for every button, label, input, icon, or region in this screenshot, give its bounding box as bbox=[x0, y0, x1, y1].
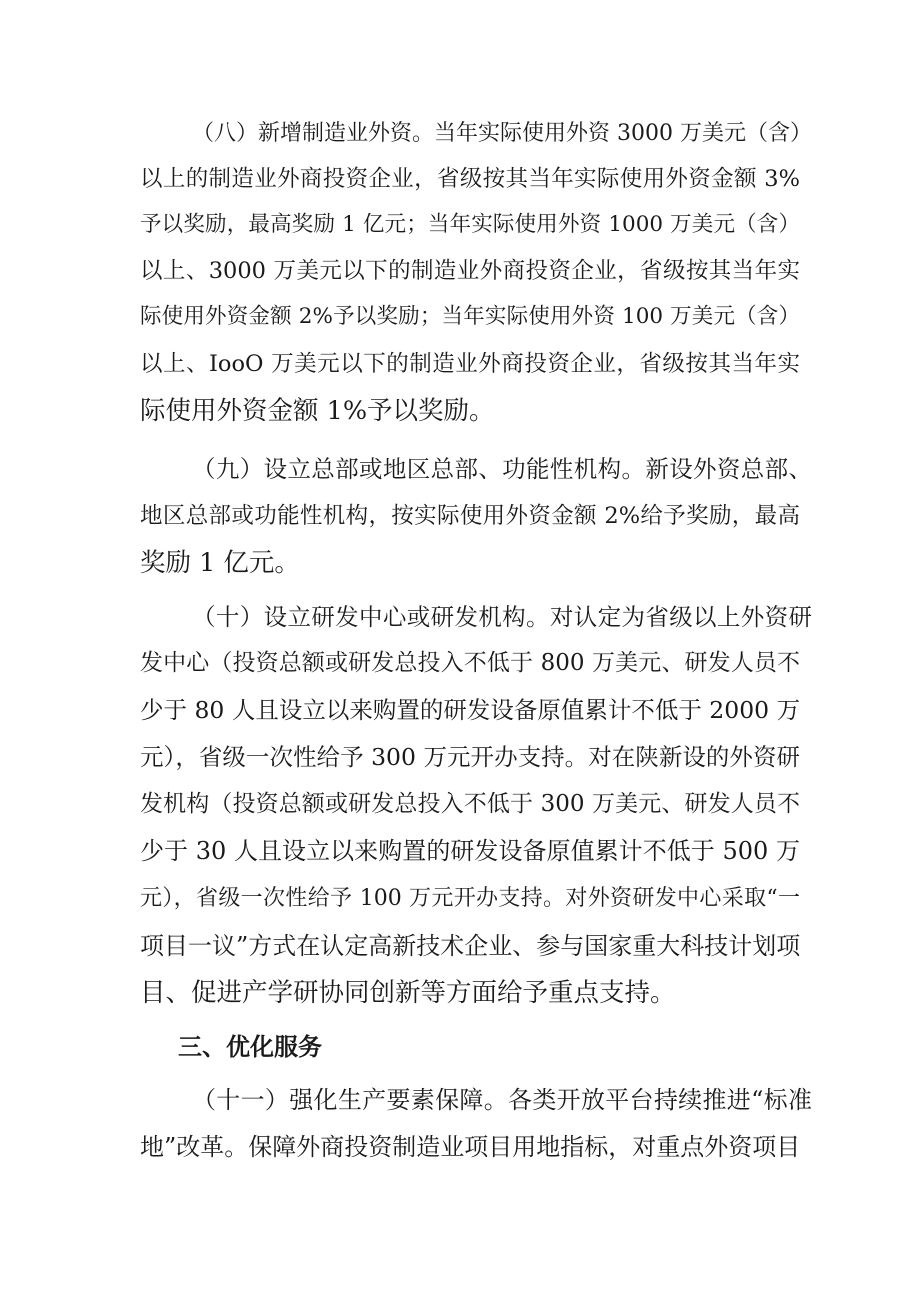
paragraph-8-line-2: 以上的制造业外商投资企业，省级按其当年实际使用外资金额 3% bbox=[140, 166, 800, 192]
paragraph-8-line-3: 予以奖励，最高奖励 1 亿元；当年实际使用外资 1000 万美元（含） bbox=[140, 212, 800, 237]
paragraph-10-line-6: 少于 30 人且设立以来购置的研发设备原值累计不低于 500 万 bbox=[140, 837, 800, 865]
paragraph-9-line-1: （九）设立总部或地区总部、功能性机构。新设外资总部、 bbox=[192, 455, 812, 483]
paragraph-9-line-3: 奖励 1 亿元。 bbox=[140, 548, 300, 578]
paragraph-8-line-6: 以上、IooO 万美元以下的制造业外商投资企业，省级按其当年实 bbox=[140, 351, 800, 377]
paragraph-8-line-1: （八）新增制造业外资。当年实际使用外资 3000 万美元（含） bbox=[192, 121, 812, 146]
paragraph-10-line-8: 项目一议”方式在认定高新技术企业、参与国家重大科技计划项 bbox=[140, 932, 801, 960]
paragraph-8-line-5: 际使用外资金额 2%予以奖励；当年实际使用外资 100 万美元（含） bbox=[140, 304, 800, 329]
paragraph-10-line-7: 元），省级一次性给予 100 万元开办支持。对外资研发中心采取“一 bbox=[140, 886, 800, 911]
paragraph-8-line-7: 际使用外资金额 1%予以奖励。 bbox=[140, 396, 495, 426]
paragraph-8-line-4: 以上、3000 万美元以下的制造业外商投资企业，省级按其当年实 bbox=[140, 258, 800, 284]
paragraph-9-line-2: 地区总部或功能性机构，按实际使用外资金额 2%给予奖励，最高 bbox=[140, 503, 800, 529]
paragraph-10-line-4: 元），省级一次性给予 300 万元开办支持。对在陕新设的外资研 bbox=[140, 743, 800, 771]
paragraph-10-line-1: （十）设立研发中心或研发机构。对认定为省级以上外资研 bbox=[192, 603, 812, 631]
paragraph-10-line-2: 发中心（投资总额或研发总投入不低于 800 万美元、研发人员不 bbox=[140, 650, 800, 676]
paragraph-10-line-5: 发机构（投资总额或研发总投入不低于 300 万美元、研发人员不 bbox=[140, 791, 800, 817]
section-heading: 三、优化服务 bbox=[178, 1033, 322, 1061]
paragraph-11-line-2: 地”改革。保障外商投资制造业项目用地指标，对重点外资项目 bbox=[140, 1133, 801, 1161]
paragraph-10-line-3: 少于 80 人且设立以来购置的研发设备原值累计不低于 2000 万 bbox=[140, 696, 801, 724]
paragraph-11-line-1: （十一）强化生产要素保障。各类开放平台持续推进“标准 bbox=[192, 1086, 812, 1114]
paragraph-10-line-9: 目、促进产学研协同创新等方面给予重点支持。 bbox=[140, 978, 676, 1008]
